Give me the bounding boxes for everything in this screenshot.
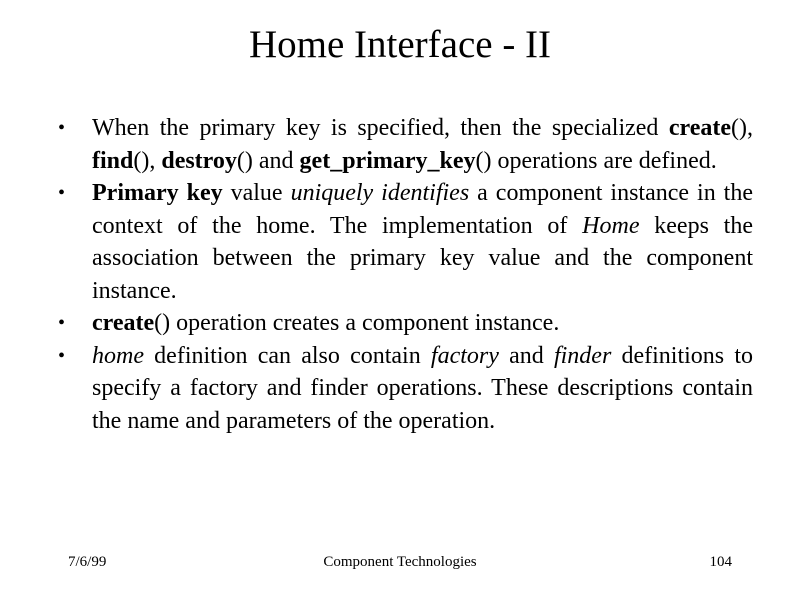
bullet-item [58, 177, 753, 307]
footer-center-text: Component Technologies [323, 554, 477, 570]
bullet-dot-icon: • [58, 182, 66, 204]
bullet-text: Primary key value uniquely identifies a component instance in the context of the home. The implementation of Home keeps the association between the primary key value and the component instance. [92, 180, 754, 304]
bullet-item [58, 340, 753, 438]
footer-date: 7/6/99 [68, 554, 107, 570]
bullet-dot-icon: • [58, 312, 66, 334]
bullet-item [58, 307, 753, 340]
bullet-list [58, 112, 753, 437]
bullet-text: home definition can also contain factory and finder definitions to specify a factory and finder operations. These descriptions contain the name and parameters of the operation. [92, 342, 754, 434]
bullet-text: create() operation creates a component instance. [92, 310, 560, 336]
bullet-text: When the primary key is specified, then the specialized create(), find(), destroy() and get_primary_key() operations are defined. [92, 115, 753, 174]
bullet-dot-icon: • [58, 344, 66, 367]
page-number: 104 [709, 554, 732, 570]
bullet-dot-icon: • [58, 117, 66, 139]
slide-title: Home Interface - II [248, 23, 552, 66]
bullet-item [58, 112, 753, 177]
